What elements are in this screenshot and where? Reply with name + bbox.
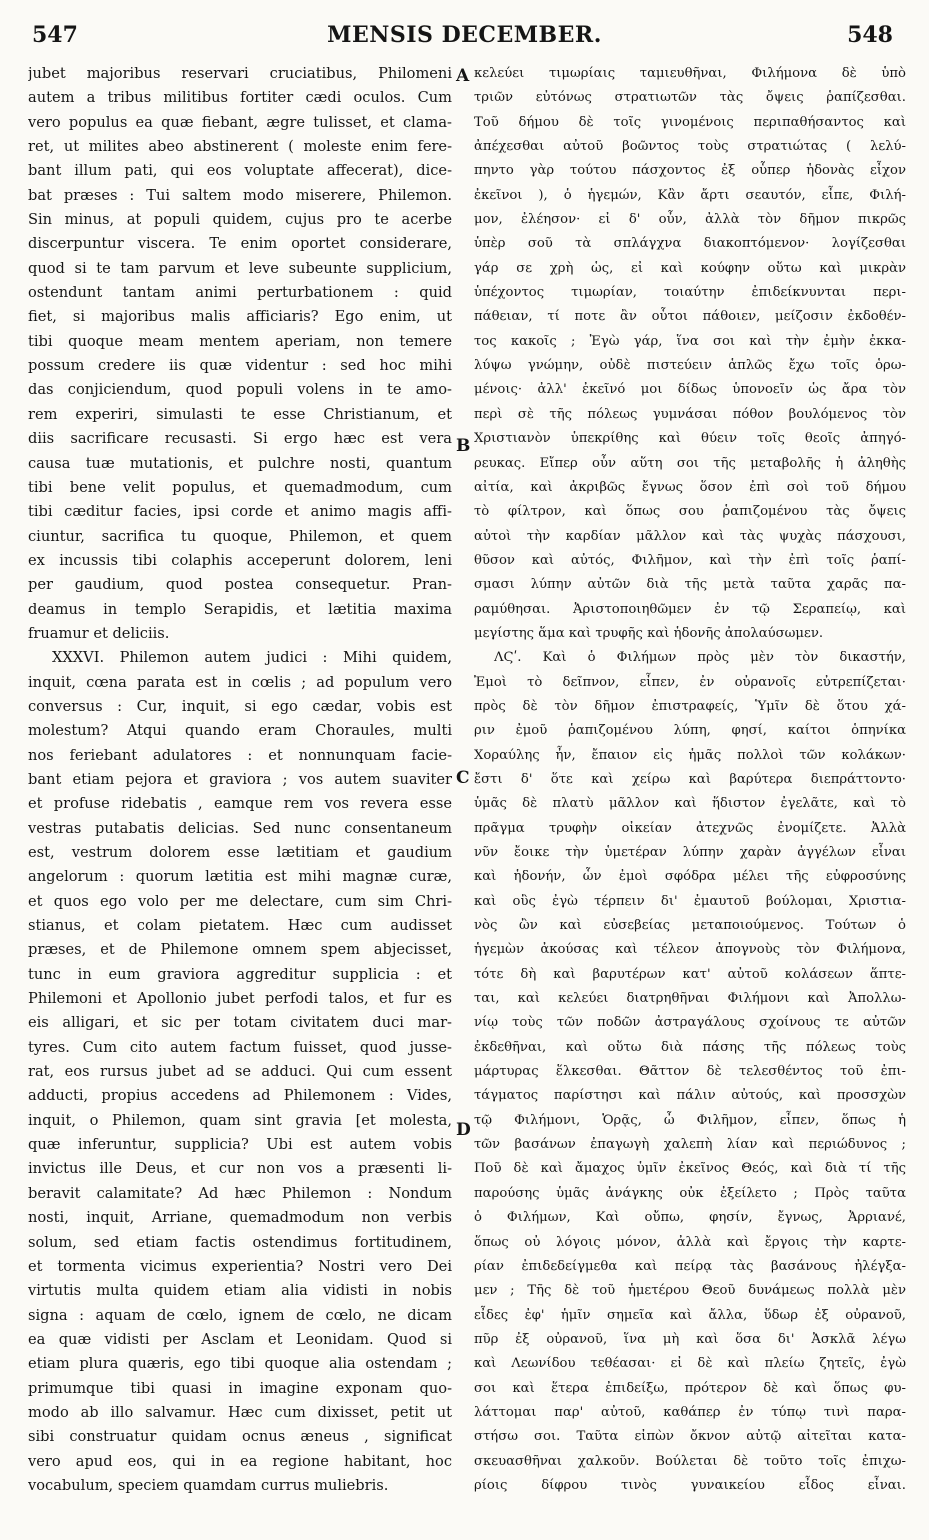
- text-line: bat præses : Tui saltem modo miserere, Philemon.: [28, 186, 452, 204]
- text-line: λύψω γνώμην, οὐδὲ πιστεύειν ἁπλῶς ἔχω τοῖς ὁρω-: [474, 358, 906, 374]
- text-line: τριῶν εὐτόνως στρατιωτῶν τὰς ὄψεις ῥαπίζεσθαι.: [474, 90, 906, 106]
- text-line: XXXVI. Philemon autem judici : Mihi quidem,: [52, 649, 452, 667]
- text-line: etiam plura quæris, ego tibi quoque alia ostendam ;: [28, 1355, 452, 1373]
- text-line: πάθειαν, τί ποτε ἂν οὗτοι πάθοιεν, μείζοσιν ἐκδοθέν-: [474, 309, 906, 325]
- text-line: τῶν βασάνων ἐπαγωγὴ χαλεπὴ λίαν καὶ περιώδυνος ;: [474, 1137, 906, 1153]
- text-line: ἔστι δ' ὅτε καὶ χείρω καὶ βαρύτερα διεπράττοντο·: [474, 771, 906, 787]
- text-line: angelorum : quorum lætitia est mihi magnæ curæ,: [28, 868, 452, 886]
- text-line: Sin minus, at populi quidem, cujus pro te acerbe: [28, 211, 452, 229]
- text-line: στήσω σοι. Ταῦτα εἰπὼν ὄκνον αὐτῷ αἰτεῖται κατα-: [474, 1429, 906, 1445]
- text-line: ρίοις δίφρου τινὸς γυναικείου εἶδος εἶναι.: [474, 1477, 906, 1493]
- text-line: παρούσης ὑμᾶς ἀνάγκης οὐκ ἐξείλετο ; Πρὸς ταῦτα: [474, 1185, 906, 1201]
- text-line: beravit calamitate? Ad hæc Philemon : Nondum: [28, 1184, 452, 1202]
- text-line: καὶ οὓς ἐγὼ τέρπειν δι' ἐμαυτοῦ βούλομαι, Χριστια-: [474, 893, 906, 909]
- text-line: das conjiciendum, quod populi volens in te amo-: [28, 381, 452, 399]
- text-line: tunc in eum graviora aggreditur supplicia : et: [28, 965, 452, 983]
- text-line: καὶ Λεωνίδου τεθέασαι· εἰ δὲ καὶ πλείω ζητεῖς, ἐγὼ: [474, 1356, 906, 1372]
- text-line: νῦν ἔοικε τὴν ὑμετέραν λύπην χαρὰν ἀγγέλων εἶναι: [474, 845, 906, 860]
- text-line: rem experiri, simulasti te esse Christianum, et: [28, 405, 452, 423]
- text-line: ὑμᾶς δὲ πλατὺ μᾶλλον καὶ ἥδιστον ἐγελᾶτε, καὶ τὸ: [474, 796, 906, 812]
- text-line: possum credere iis quæ videntur : sed hoc mihi: [28, 357, 452, 375]
- text-line: tibi cæditur facies, ipsi corde et animo magis affi-: [28, 503, 452, 521]
- text-line: discerpuntur viscera. Te enim oportet considerare,: [28, 235, 452, 253]
- text-line: quæ inferuntur, supplicia? Ubi est autem vobis: [28, 1136, 452, 1154]
- text-line: fiet, si majoribus malis afficiaris? Ego enim, ut: [28, 308, 452, 326]
- text-line: αὐτοὶ τὴν καρδίαν μᾶλλον καὶ τὰς ψυχὰς πάσχουσι,: [474, 528, 906, 544]
- text-line: μάρτυρας ἕλκεσθαι. Θᾶττον δὲ τελεσθέντος τοῦ ἐπι-: [474, 1064, 906, 1080]
- text-line: ὑπέχοντος τιμωρίαν, τοιαύτην ἐπιδείκνυνται περι-: [474, 285, 906, 301]
- text-line: inquit, cœna parata est in cœlis ; ad populum vero: [28, 673, 452, 691]
- text-line: τὸ φίλτρον, καὶ ὅπως σου ῥαπιζομένου τὰς ὄψεις: [474, 504, 906, 520]
- text-line: nos feriebant adulatores : et nonnunquam facie-: [28, 746, 452, 764]
- right-page-number: 548: [847, 22, 893, 48]
- text-line: tyres. Cum cito autem factum fuisset, quod jusse-: [28, 1038, 452, 1056]
- text-line: et quos ego volo per me delectare, cum sim Chri-: [28, 892, 452, 910]
- running-header: [28, 22, 901, 52]
- section-marker-a: A: [456, 66, 470, 86]
- text-line: πῦρ ἐξ οὐρανοῦ, ἵνα μὴ καὶ ὅσα δι' Ἀσκλᾶ λέγω: [474, 1331, 906, 1347]
- text-line: τος κακοῖς ; Ἐγὼ γάρ, ἵνα σοι καὶ τὴν ἐμὴν ἐκκα-: [474, 333, 906, 349]
- text-line: μένοις· ἀλλ' ἐκεῖνό μοι δίδως ὑπονοεῖν ὡς ἄρα τὸν: [474, 382, 906, 398]
- text-line: λάττομαι παρ' αὐτοῦ, καθάπερ ἐν τύπῳ τινὶ παρα-: [474, 1404, 906, 1420]
- text-line: inquit, o Philemon, quam sint gravia [et molesta,: [28, 1111, 452, 1129]
- text-line: εἶδες ἐφ' ἡμῖν σημεῖα καὶ ἄλλα, ὕδωρ ἐξ οὐρανοῦ,: [474, 1307, 906, 1323]
- text-line: vero apud eos, qui in ea regione habitant, hoc: [28, 1452, 452, 1470]
- text-line: causa tuæ mutationis, et pulchre nosti, quantum: [28, 454, 452, 472]
- text-line: ret, ut milites abeo abstinerent ( moleste enim fere-: [28, 138, 452, 156]
- text-line: adducti, propius accedens ad Philemonem : Vides,: [28, 1087, 452, 1105]
- section-marker-c: C: [456, 768, 470, 788]
- text-line: σμασι λύπην αὐτῶν διὰ τῆς μετὰ ταῦτα χαρᾶς πα-: [474, 577, 906, 593]
- text-line: θῦσον καὶ αὐτός, Φιλῆμον, καὶ τὴν ἐπὶ τοῖς ῥαπί-: [474, 552, 906, 568]
- text-line: μεγίστης ἅμα καὶ τρυφῆς καὶ ἡδονῆς ἀπολαύσωμεν.: [474, 625, 824, 641]
- text-line: Χριστιανὸν ὑπεκρίθης καὶ θύειν τοῖς θεοῖς ἀπηγό-: [474, 431, 906, 447]
- text-line: ρευκας. Εἴπερ οὖν αὕτη σοι τῆς μεταβολῆς ἡ ἀληθὴς: [474, 455, 906, 471]
- text-line: nosti, inquit, Arriane, quemadmodum non verbis: [28, 1209, 452, 1227]
- text-line: conversus : Cur, inquit, si ego cædar, vobis est: [28, 697, 452, 715]
- text-line: κελεύει τιμωρίαις ταμιευθῆναι, Φιλήμονα δὲ ὑπὸ: [474, 66, 906, 81]
- text-line: πρᾶγμα τρυφὴν οἰκείαν ἀτεχνῶς ἐνομίζετε. Ἀλλὰ: [474, 820, 906, 836]
- text-line: Ἐμοὶ τὸ δεῖπνον, εἶπεν, ἐν οὐρανοῖς εὐτρεπίζεται·: [474, 674, 906, 690]
- text-line: ἐκδεθῆναι, καὶ οὕτω διὰ πάσης τῆς πόλεως τοὺς: [474, 1039, 906, 1055]
- text-line: rat, eos rursus jubet ad se adduci. Qui cum essent: [28, 1063, 452, 1081]
- text-line: ΛϚʹ. Καὶ ὁ Φιλήμων πρὸς μὲν τὸν δικαστήν,: [494, 650, 906, 666]
- text-line: stianus, et colam pietatem. Hæc cum audisset: [28, 917, 452, 935]
- text-line: tibi bene velit populus, et quemadmodum, cum: [28, 478, 452, 496]
- text-line: ciuntur, sacrifica tu quoque, Philemon, et quem: [28, 527, 452, 545]
- text-line: μον, ἐλέησον· εἰ δ' οὖν, ἀλλὰ τὸν δῆμον πικρῶς: [474, 212, 906, 228]
- text-line: μεν ; Τῆς δὲ τοῦ ἡμετέρου Θεοῦ δυνάμεως πολλὰ μὲν: [474, 1283, 906, 1299]
- text-line: primumque tibi quasi in imagine exponam quo-: [28, 1379, 452, 1397]
- text-line: signa : aquam de cœlo, ignem de cœlo, ne dicam: [28, 1306, 452, 1324]
- text-line: tibi quoque meam mentem aperiam, non temere: [28, 332, 452, 350]
- text-line: καὶ ἡδονήν, ὧν ἐμοὶ σφόδρα μέλει τῆς εὐφροσύνης: [474, 869, 906, 885]
- text-line: ριν ἐμοῦ ῥαπιζομένου λύπη, φησί, καίτοι ὁπηνίκα: [474, 723, 906, 739]
- text-line: Τοῦ δήμου δὲ τοῖς γινομένοις περιπαθήσαντος καὶ: [474, 114, 906, 130]
- text-line: molestum? Atqui quando eram Choraules, multi: [28, 722, 452, 740]
- text-line: modo ab illo salvamur. Hæc cum dixisset, petit ut: [28, 1403, 452, 1421]
- text-line: ostendunt tantam animi perturbationem : quid: [28, 284, 452, 302]
- text-line: πηντο γὰρ τούτου πάσχοντος ἐξ οὗπερ ἡδονὰς εἶχον: [474, 163, 906, 179]
- text-line: νίῳ τοὺς τῶν ποδῶν ἀστραγάλους σχοίνους τε αὐτῶν: [474, 1015, 906, 1031]
- text-line: περὶ σὲ τῆς πόλεως γυμνάσαι πόθον βουλόμενος τὸν: [474, 406, 906, 422]
- text-line: autem a tribus militibus fortiter cædi oculos. Cum: [28, 89, 452, 107]
- text-line: jubet majoribus reservari cruciatibus, Philomeni: [28, 65, 452, 82]
- text-line: bant illum pati, qui eos voluptate affecerat), dice-: [28, 162, 452, 180]
- text-line: σκευασθῆναι χαλκοῦν. Βούλεται δὲ τοῦτο τοῖς ἐπιχω-: [474, 1453, 906, 1469]
- section-marker-d: D: [456, 1120, 471, 1140]
- text-line: ἡγεμὼν ἀκούσας καὶ τέλεον ἀπογνοὺς τὸν Φιλήμονα,: [474, 942, 906, 958]
- text-line: σοι καὶ ἕτερα ἐπιδείξω, πρότερον δὲ καὶ ὅπως φυ-: [474, 1380, 906, 1396]
- text-line: Ποῦ δὲ καὶ ἄμαχος ὑμῖν ἐκεῖνος Θεός, καὶ διὰ τί τῆς: [474, 1161, 906, 1177]
- text-line: præses, et de Philemone omnem spem abjecisset,: [28, 941, 452, 959]
- text-line: fruamur et deliciis.: [28, 624, 170, 642]
- text-line: ἀπέχεσθαι αὐτοῦ βοῶντος τοὺς στρατιώτας ( λελύ-: [474, 139, 906, 155]
- text-line: ἐκεῖνοι ), ὁ ἡγεμών, Κἂν ἄρτι σεαυτόν, εἶπε, Φιλή-: [474, 187, 906, 203]
- text-line: τάγματος παρίστησι καὶ πάλιν αὐτούς, καὶ προσσχὼν: [474, 1088, 906, 1104]
- text-line: Philemoni et Apollonio jubet perfodi talos, et fur es: [28, 990, 452, 1008]
- text-line: et profuse ridebatis , eamque rem vos revera esse: [28, 795, 452, 813]
- text-line: τότε δὴ καὶ βαρυτέρων κατ' αὐτοῦ κολάσεων ἅπτε-: [474, 966, 906, 982]
- text-line: invictus ille Deus, et cur non vos a præsenti li-: [28, 1160, 452, 1178]
- text-line: solum, sed etiam factis ostendimus fortitudinem,: [28, 1233, 452, 1251]
- text-line: ται, καὶ κελεύει διατρηθῆναι Φιλήμονι καὶ Ἀπολλω-: [474, 991, 906, 1007]
- text-line: γάρ σε χρὴ ὡς, εἰ καὶ κούφην οὕτω καὶ μικρὰν: [474, 260, 906, 276]
- text-line: quod si te tam parvum et leve subeunte supplicium,: [28, 259, 452, 277]
- text-line: diis sacrificare recusasti. Si ergo hæc est vera: [28, 430, 452, 448]
- text-line: πρὸς δὲ τὸν δῆμον ἐπιστραφείς, Ὑμῖν δὲ ὅτου χά-: [474, 698, 906, 714]
- text-line: et tormenta vicimus experientia? Nostri vero Dei: [28, 1257, 452, 1275]
- text-line: ea quæ vidisti per Asclam et Leonidam. Quod si: [28, 1330, 452, 1348]
- text-line: per gaudium, quod postea consequetur. Pran-: [28, 576, 452, 594]
- text-line: τῷ Φιλήμονι, Ὁρᾷς, ὦ Φιλῆμον, εἶπεν, ὅπως ἡ: [474, 1112, 906, 1128]
- text-line: ex incussis tibi colaphis acceperunt dolorem, leni: [28, 551, 452, 569]
- left-page-number: 547: [32, 22, 78, 48]
- text-line: ὅπως οὐ λόγοις μόνον, ἀλλὰ καὶ ἔργοις τὴν καρτε-: [474, 1234, 906, 1250]
- text-line: vero populus ea quæ fiebant, ægre tulisset, et clama-: [28, 113, 452, 131]
- text-line: vocabulum, speciem quamdam currus muliebris.: [28, 1476, 389, 1494]
- text-line: bant etiam pejora et graviora ; vos autem suaviter: [28, 770, 452, 788]
- text-line: eis alligari, et sic per totam civitatem duci mar-: [28, 1014, 452, 1032]
- latin-column: [28, 62, 452, 1498]
- text-line: sibi construatur quidam ocnus æneus , significat: [28, 1428, 452, 1446]
- text-line: vestras putabatis delicias. Sed nunc consentaneum: [28, 819, 452, 837]
- section-marker-b: B: [456, 436, 471, 456]
- text-line: ὑπὲρ σοῦ τὰ σπλάγχνα διακοπτόμενον· λογίζεσθαι: [474, 236, 906, 252]
- text-line: est, vestrum dolorem esse lætitiam et gaudium: [28, 844, 452, 861]
- text-line: deamus in templo Serapidis, et lætitia maxima: [28, 600, 452, 618]
- text-line: ραμύθησαι. Ἀριστοποιηθῶμεν ἐν τῷ Σεραπείῳ, καὶ: [474, 601, 906, 617]
- text-line: νὸς ὢν καὶ εὐσεβείας μεταποιούμενος. Τούτων ὁ: [474, 918, 906, 934]
- text-line: Χοραύλης ἦν, ἔπαιον εἰς ἡμᾶς πολλοὶ τῶν κολάκων·: [474, 747, 906, 763]
- greek-column: [474, 62, 906, 1498]
- text-line: ρίαν ἐπιδεδείγμεθα καὶ πείρᾳ τὰς βασάνους ἠλέγξα-: [474, 1258, 906, 1274]
- running-title: MENSIS DECEMBER.: [327, 22, 602, 48]
- text-line: αἰτία, καὶ ἀκριβῶς ἔγνως ὅσον ἐπὶ σοὶ τοῦ δήμου: [474, 479, 906, 495]
- text-line: virtutis multa quidem etiam alia vidisti in nobis: [28, 1282, 452, 1300]
- text-line: ὁ Φιλήμων, Καὶ οὔπω, φησίν, ἔγνως, Ἀρριανέ,: [474, 1210, 906, 1226]
